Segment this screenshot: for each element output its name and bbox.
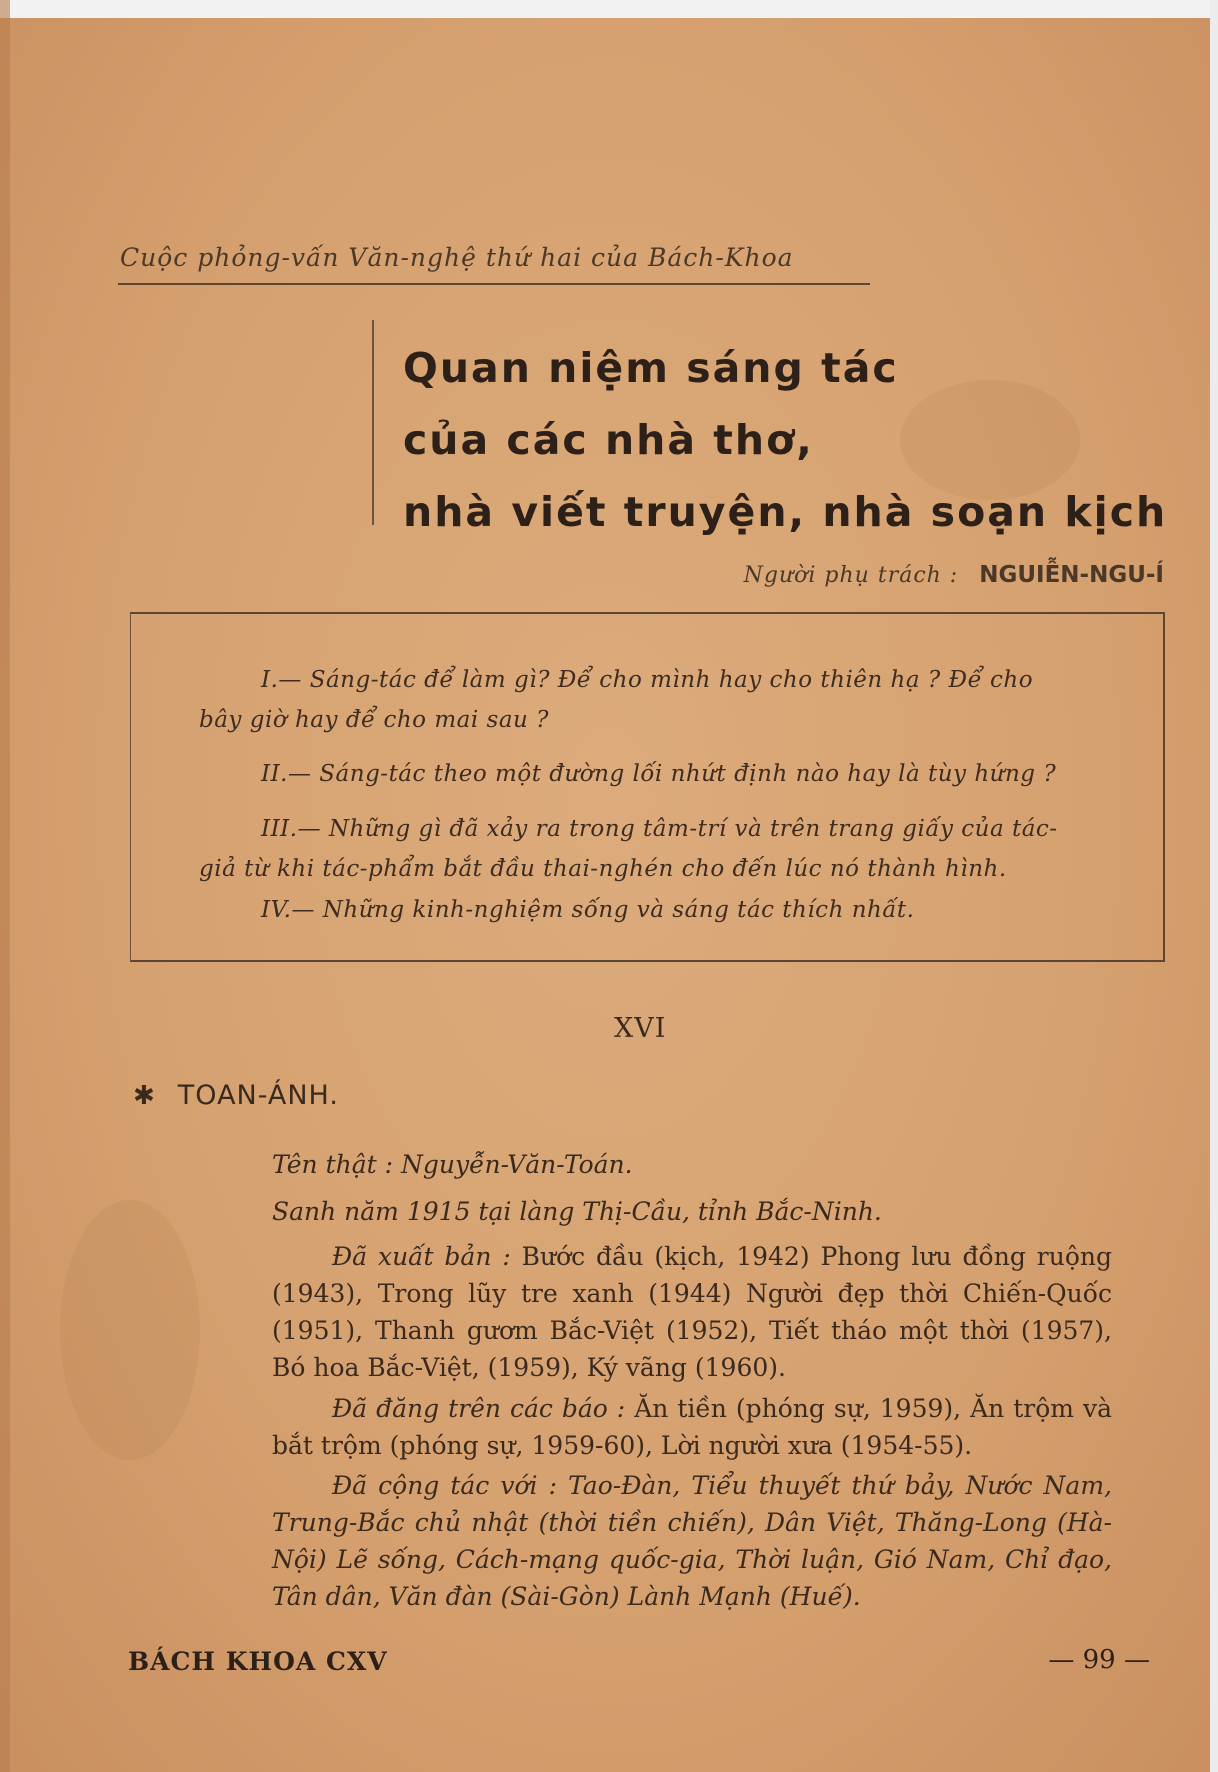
questions-box	[130, 612, 1165, 962]
author-name: TOAN-ÁNH.	[177, 1080, 339, 1111]
bio-label: Tên thật :	[272, 1150, 394, 1179]
question-line: bây giờ hay để cho mai sau ?	[199, 707, 550, 733]
bio-label: Đã xuất bản :	[332, 1242, 511, 1271]
bio-birth	[272, 1193, 1172, 1230]
question-line: I.— Sáng-tác để làm gì? Để cho mình hay cho thiên hạ ? Để cho	[261, 667, 1034, 693]
bio-value: Bước đầu (kịch, 1942) Phong lưu đồng ruộng (1943), Trong lũy tre xanh (1944) Người đẹp thời Chiến-Quốc (1951), Thanh gươm Bắc-Việt (1952), Tiết tháo một thời (1957), Bó hoa Bắc-Việt, (1959), Ký vãng (1960).	[272, 1242, 1113, 1382]
question-3	[199, 809, 1141, 889]
question-4	[261, 890, 914, 930]
bio-value: Tao-Đàn, Tiểu thuyết thứ bảy, Nước Nam, Trung-Bắc chủ nhật (thời tiền chiến), Dân Việt, Thăng-Long (Hà-Nội) Lẽ sống, Cách-mạng quốc-gia, Thời luận, Gió Nam, Chỉ đạo, Tân dân, Văn đàn (Sài-Gòn) Lành Mạnh (Huế).	[272, 1471, 1112, 1611]
question-line: II.— Sáng-tác theo một đường lối nhứt định nào hay là tùy hứng ?	[261, 761, 1057, 787]
series-title: Cuộc phỏng-vấn Văn-nghệ thứ hai của Bách-Khoa	[120, 243, 794, 272]
page-edge-right	[1210, 0, 1218, 1772]
page-number: — 99 —	[1048, 1645, 1150, 1675]
editor-credit	[744, 562, 1164, 588]
question-2	[261, 754, 1056, 794]
bio-value: 1915 tại làng Thị-Cầu, tỉnh Bắc-Ninh.	[406, 1197, 882, 1226]
article-title	[403, 332, 1167, 548]
question-line: IV.— Những kinh-nghiệm sống và sáng tác thích nhất.	[261, 897, 915, 923]
star-icon: ✱	[133, 1081, 156, 1111]
title-rule	[372, 320, 374, 525]
bio-label: Sanh năm	[272, 1197, 399, 1226]
editor-name: NGUIỄN-NGU-Í	[979, 562, 1164, 588]
editor-label: Người phụ trách :	[743, 563, 959, 588]
bio-value: Ăn tiền (phóng sự, 1959), Ăn trộm và bắt trộm (phóng sự, 1959-60), Lời người xưa (1954-55).	[272, 1394, 1112, 1460]
bio-label: Đã cộng tác với :	[332, 1471, 558, 1500]
bio-published	[272, 1238, 1112, 1386]
series-rule	[118, 283, 870, 285]
title-line: của các nhà thơ,	[403, 416, 814, 464]
question-line: III.— Những gì đã xảy ra trong tâm-trí và trên trang giấy của tác-	[261, 816, 1058, 842]
page-edge-top	[0, 0, 1218, 18]
bio-newspapers	[272, 1390, 1112, 1464]
paper-stain	[60, 1200, 200, 1460]
bio-real-name	[272, 1146, 1172, 1183]
title-line: Quan niệm sáng tác	[403, 344, 899, 392]
question-1	[199, 660, 1141, 740]
bio-collaborations	[272, 1467, 1112, 1615]
author-heading	[133, 1080, 339, 1111]
publication-name: BÁCH KHOA CXV	[128, 1647, 388, 1676]
title-line: nhà viết truyện, nhà soạn kịch	[403, 488, 1168, 536]
section-number: XVI	[614, 1013, 667, 1044]
bio-value: Nguyễn-Văn-Toán.	[401, 1150, 633, 1179]
question-line: giả từ khi tác-phẩm bắt đầu thai-nghén cho đến lúc nó thành hình.	[199, 856, 1007, 882]
page-edge-left	[0, 0, 10, 1772]
bio-label: Đã đăng trên các báo :	[332, 1394, 626, 1423]
